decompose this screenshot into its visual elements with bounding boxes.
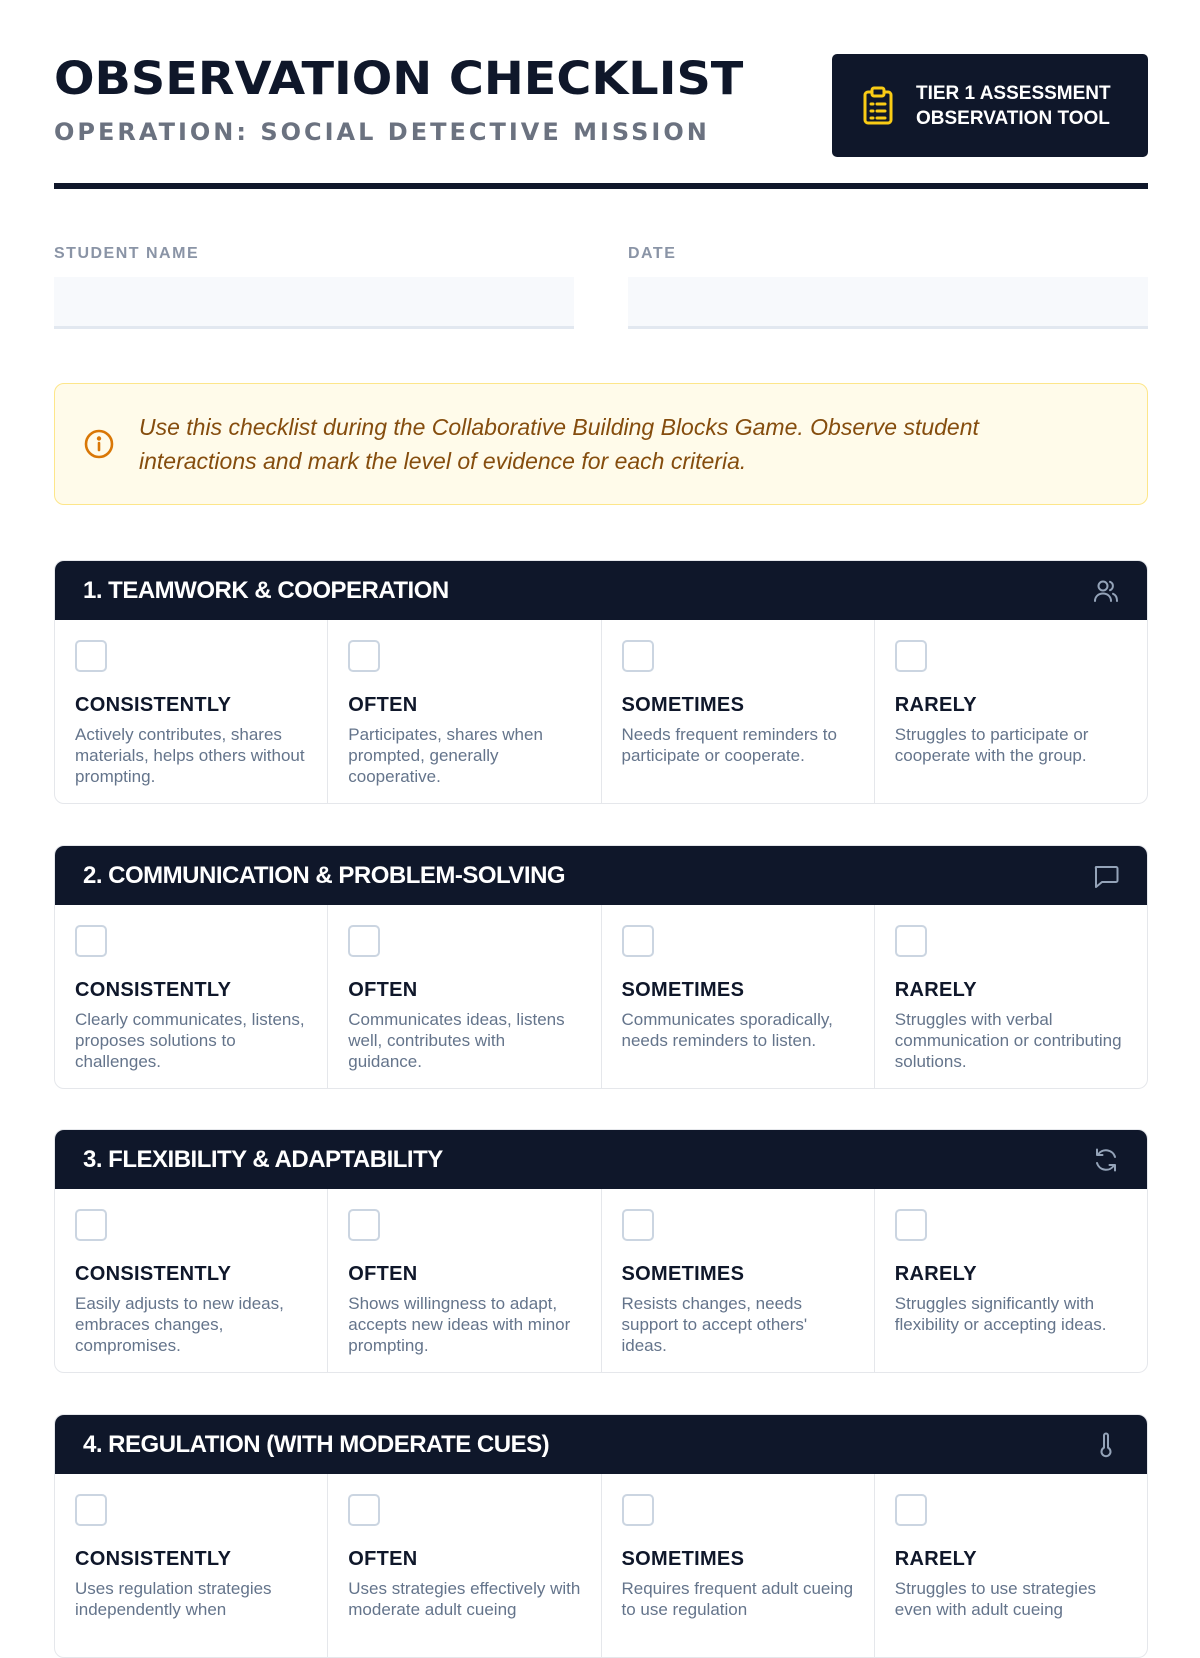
option-label: CONSISTENTLY xyxy=(75,694,232,716)
checkbox[interactable] xyxy=(895,1494,927,1526)
checkbox[interactable] xyxy=(348,1209,380,1241)
checkbox[interactable] xyxy=(622,1209,654,1241)
header-divider xyxy=(54,183,1148,189)
checkbox[interactable] xyxy=(348,640,380,672)
section-teamwork xyxy=(54,560,1148,804)
assessment-badge xyxy=(832,54,1148,157)
section-header xyxy=(55,1130,1147,1189)
message-square-icon xyxy=(1091,861,1121,891)
option-description: Uses strategies effectively with moderate adult cueing xyxy=(348,1579,581,1619)
option-row xyxy=(55,1189,1147,1372)
option-row xyxy=(55,620,1147,803)
option-description: Resists changes, needs support to accept others' ideas. xyxy=(621,1294,808,1355)
option-label: OFTEN xyxy=(348,1548,418,1570)
option-rarely xyxy=(875,620,1147,803)
option-description: Communicates ideas, listens well, contributes with guidance. xyxy=(348,1010,565,1071)
thermometer-icon xyxy=(1091,1430,1121,1460)
student-name-field xyxy=(54,245,574,329)
section-title: 3. FLEXIBILITY & ADAPTABILITY xyxy=(83,1145,443,1173)
checkbox[interactable] xyxy=(75,1494,107,1526)
section-header xyxy=(55,846,1147,905)
section-title: 2. COMMUNICATION & PROBLEM-SOLVING xyxy=(83,861,566,889)
checkbox[interactable] xyxy=(348,925,380,957)
option-often xyxy=(328,905,601,1088)
option-sometimes xyxy=(602,1189,875,1372)
section-header xyxy=(55,1415,1147,1474)
option-label: CONSISTENTLY xyxy=(75,1263,232,1285)
option-label: RARELY xyxy=(894,1263,977,1285)
option-rarely xyxy=(875,905,1147,1088)
option-consistently xyxy=(55,905,328,1088)
option-description: Easily adjusts to new ideas, embraces changes, compromises. xyxy=(75,1294,284,1355)
option-label: RARELY xyxy=(894,694,977,716)
option-often xyxy=(328,1189,601,1372)
option-consistently xyxy=(55,1474,328,1657)
option-label: SOMETIMES xyxy=(621,1263,745,1285)
option-description: Struggles with verbal communication or contributing solutions. xyxy=(894,1010,1122,1071)
checkbox[interactable] xyxy=(75,925,107,957)
option-row xyxy=(55,905,1147,1088)
option-description: Actively contributes, shares materials, helps others without prompting. xyxy=(75,725,305,786)
option-description: Uses regulation strategies independently when xyxy=(75,1579,272,1619)
section-header xyxy=(55,561,1147,620)
option-sometimes xyxy=(602,1474,875,1657)
checklist-page xyxy=(54,0,1148,1619)
date-field xyxy=(628,245,1148,329)
option-label: OFTEN xyxy=(348,1263,418,1285)
student-name-label: STUDENT NAME xyxy=(54,245,200,262)
option-description: Struggles to participate or cooperate with the group. xyxy=(894,725,1089,765)
instructions-notice xyxy=(54,383,1148,505)
option-sometimes xyxy=(602,620,875,803)
option-description: Struggles to use strategies even with adult cueing xyxy=(894,1579,1097,1619)
option-rarely xyxy=(875,1189,1147,1372)
option-label: RARELY xyxy=(894,1548,977,1570)
info-icon xyxy=(83,428,115,460)
option-description: Struggles significantly with flexibility or accepting ideas. xyxy=(894,1294,1107,1334)
student-name-input[interactable] xyxy=(54,277,574,329)
section-title: 1. TEAMWORK & COOPERATION xyxy=(83,576,449,604)
badge-line-1: TIER 1 ASSESSMENT xyxy=(916,82,1111,104)
option-consistently xyxy=(55,620,328,803)
checkbox[interactable] xyxy=(348,1494,380,1526)
section-communication xyxy=(54,845,1148,1089)
option-sometimes xyxy=(602,905,875,1088)
users-icon xyxy=(1091,576,1121,606)
option-label: OFTEN xyxy=(348,694,418,716)
checkbox[interactable] xyxy=(75,640,107,672)
option-label: CONSISTENTLY xyxy=(75,1548,232,1570)
option-rarely xyxy=(875,1474,1147,1657)
checkbox[interactable] xyxy=(75,1209,107,1241)
option-description: Shows willingness to adapt, accepts new ideas with minor prompting. xyxy=(348,1294,571,1355)
option-label: SOMETIMES xyxy=(621,979,745,1001)
clipboard-list-icon xyxy=(862,86,894,126)
info-fields xyxy=(54,245,1148,335)
option-label: CONSISTENTLY xyxy=(75,979,232,1001)
date-input[interactable] xyxy=(628,277,1148,329)
option-row xyxy=(55,1474,1147,1657)
badge-text xyxy=(916,81,1111,131)
checkbox[interactable] xyxy=(622,640,654,672)
option-label: SOMETIMES xyxy=(621,1548,745,1570)
section-flexibility xyxy=(54,1129,1148,1373)
option-description: Participates, shares when prompted, generally cooperative. xyxy=(348,725,543,786)
option-label: OFTEN xyxy=(348,979,418,1001)
checkbox[interactable] xyxy=(895,1209,927,1241)
option-label: RARELY xyxy=(894,979,977,1001)
checkbox[interactable] xyxy=(622,925,654,957)
date-label: DATE xyxy=(628,245,677,262)
checkbox[interactable] xyxy=(622,1494,654,1526)
badge-line-2: OBSERVATION TOOL xyxy=(916,107,1110,129)
header xyxy=(54,0,1148,190)
option-often xyxy=(328,1474,601,1657)
refresh-icon xyxy=(1091,1145,1121,1175)
option-description: Needs frequent reminders to participate or cooperate. xyxy=(621,725,837,765)
option-often xyxy=(328,620,601,803)
option-description: Communicates sporadically, needs reminders to listen. xyxy=(621,1010,833,1050)
option-consistently xyxy=(55,1189,328,1372)
checkbox[interactable] xyxy=(895,640,927,672)
section-title: 4. REGULATION (WITH MODERATE CUES) xyxy=(83,1430,550,1458)
page-title: OBSERVATION CHECKLIST xyxy=(54,52,744,105)
section-regulation xyxy=(54,1414,1148,1658)
option-label: SOMETIMES xyxy=(621,694,745,716)
option-description: Requires frequent adult cueing to use regulation xyxy=(621,1579,854,1619)
checkbox[interactable] xyxy=(895,925,927,957)
page-subtitle: OPERATION: SOCIAL DETECTIVE MISSION xyxy=(54,118,710,146)
instructions-text: Use this checklist during the Collaborative Building Blocks Game. Observe student interactions and mark the level of evidence for each criteria. xyxy=(139,414,979,474)
option-description: Clearly communicates, listens, proposes solutions to challenges. xyxy=(75,1010,305,1071)
